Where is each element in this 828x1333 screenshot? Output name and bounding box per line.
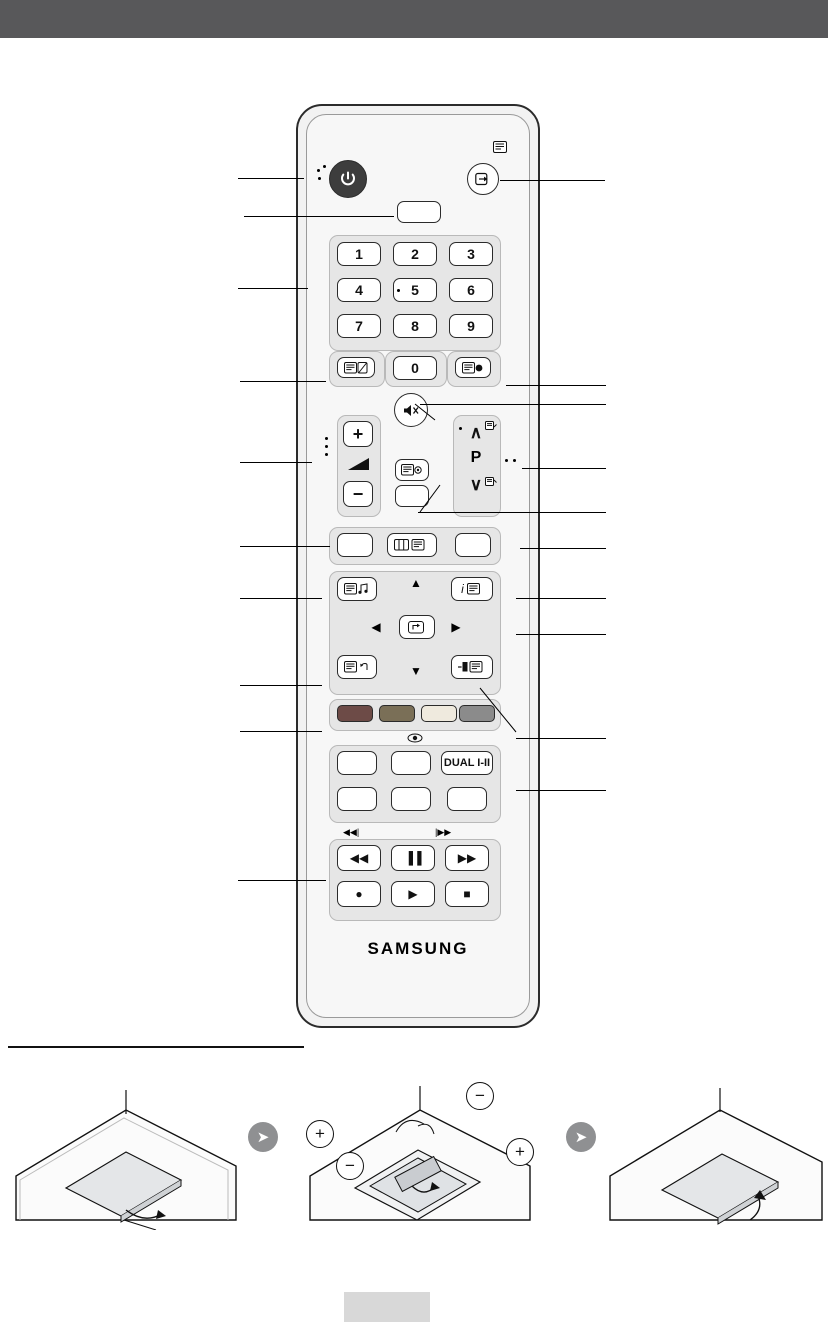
callout-line-channel [522,468,606,469]
number-8-button[interactable]: 8 [393,314,437,338]
previous-track-mark: ◀◀| [343,827,360,837]
callout-line-blank-top [244,216,394,217]
enter-button[interactable] [399,615,435,639]
teletext-icon [493,141,511,153]
callout-line-media [238,880,326,881]
info-icon [467,583,483,595]
dual-button[interactable]: DUAL I-II [441,751,493,775]
polarity-plus-left [306,1120,334,1148]
channel-up-button[interactable]: ∧ [469,423,483,442]
minus-glyph: − [475,1086,485,1105]
fast-forward-button[interactable]: ▶▶ [445,845,489,871]
play-button[interactable]: ▶ [391,881,435,907]
callout-line-return [240,685,322,686]
info-button[interactable] [451,577,493,601]
next-track-mark: |▶▶ [435,827,452,837]
volume-down-button[interactable]: − [343,481,373,507]
number-9-button[interactable]: 9 [449,314,493,338]
plus-glyph: + [315,1124,325,1143]
lower-blank-button-3[interactable] [337,787,377,811]
pip-teletext-icon [394,539,430,551]
remote-body [306,114,530,1018]
minus-glyph: − [345,1156,355,1175]
callout-line-dual [516,790,606,791]
step-arrow-2 [566,1122,596,1152]
arrow-glyph: ➤ [574,1129,588,1146]
media-music-button[interactable] [337,577,377,601]
info-letter: i [461,582,464,596]
leader-dot [317,169,320,172]
polarity-minus-left [336,1152,364,1180]
stop-button[interactable]: ■ [445,881,489,907]
callout-diagonals [380,390,530,520]
polarity-plus-right [506,1138,534,1166]
return-button[interactable] [337,655,377,679]
exit-button[interactable] [451,655,493,679]
blank-button-right[interactable] [455,533,491,557]
callout-line-volume [240,462,312,463]
leader-dot [325,437,328,440]
channel-label: P [470,449,482,466]
callout-line-subtitle [240,381,326,382]
lower-blank-button-2[interactable] [391,751,431,775]
callout-line-media-p [240,598,322,599]
lower-blank-button-4[interactable] [391,787,431,811]
number-5-button[interactable]: 5 [393,278,437,302]
brand-logo: SAMSUNG [367,939,469,958]
pip-button[interactable] [387,533,437,557]
blank-button-top[interactable] [397,201,441,223]
number-0-button[interactable]: 0 [393,356,437,380]
left-arrow-button[interactable]: ◀ [371,620,381,634]
remote-control-diagram [296,104,540,1028]
source-button[interactable] [467,163,499,195]
lower-blank-button-1[interactable] [337,751,377,775]
leader-dot [323,165,326,168]
return-icon [344,661,370,673]
rewind-button[interactable]: ◀◀ [337,845,381,871]
pause-button[interactable]: ▐▐ [391,845,435,871]
polarity-minus-right [466,1082,494,1110]
exit-icon [458,661,486,673]
footer-placeholder [344,1292,430,1322]
red-button[interactable] [337,705,373,722]
power-icon [339,170,357,188]
battery-step-2 [300,1070,540,1230]
source-icon [475,172,492,186]
subtitle-button[interactable] [337,357,375,378]
section-rule [8,1046,304,1048]
callout-line-arrows [516,634,606,635]
plus-glyph: + [515,1142,525,1161]
number-3-button[interactable]: 3 [449,242,493,266]
step-arrow-1 [248,1122,278,1152]
callout-line-power [238,178,304,179]
callout-line-source [500,180,605,181]
leader-dot [325,445,328,448]
eye-icon [407,733,423,743]
arrow-glyph: ➤ [256,1129,270,1146]
lower-blank-button-5[interactable] [447,787,487,811]
battery-step-1 [6,1070,246,1230]
callout-line-info [516,598,606,599]
record-button[interactable]: ● [337,881,381,907]
blank-button-left[interactable] [337,533,373,557]
teletext-mode-button[interactable] [455,357,491,378]
up-arrow-button[interactable]: ▲ [410,576,422,590]
page-header-bar [0,0,828,38]
callout-line-colors [240,731,322,732]
down-arrow-button[interactable]: ▼ [410,664,422,678]
callout-line-tools [240,546,330,547]
number-6-button[interactable]: 6 [449,278,493,302]
callout-diagonals-2 [460,680,540,740]
number-2-button[interactable]: 2 [393,242,437,266]
teletext-mode-icon [462,362,484,374]
yellow-button[interactable] [421,705,457,722]
number-5-dot-marker [397,289,400,292]
callout-line-teletext-mode [506,385,606,386]
callout-line-numbers [238,288,308,289]
battery-step-3 [600,1070,828,1235]
volume-up-button[interactable]: + [343,421,373,447]
enter-icon [408,621,426,634]
media-music-icon [344,583,370,595]
leader-dot [318,177,321,180]
channel-down-button[interactable]: ∨ [469,475,483,494]
green-button[interactable] [379,705,415,722]
callout-line-blank-right [520,548,606,549]
number-1-button[interactable]: 1 [337,242,381,266]
subtitle-icon [344,362,368,374]
power-button[interactable] [329,160,367,198]
leader-dot [325,453,328,456]
number-7-button[interactable]: 7 [337,314,381,338]
right-arrow-button[interactable]: ▶ [451,620,461,634]
volume-icon [345,453,373,477]
number-4-button[interactable]: 4 [337,278,381,302]
